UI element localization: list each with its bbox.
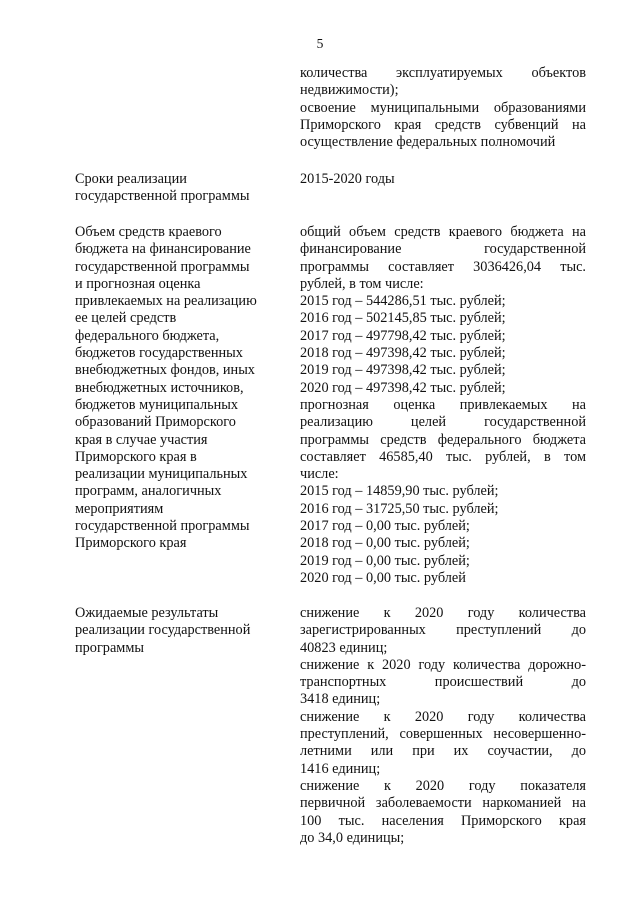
text-line: государственной программы xyxy=(75,188,250,205)
row-value-timeline xyxy=(300,171,586,188)
text-line: Объем средств краевого xyxy=(75,224,222,240)
text-line: привлекаемых на реализацию xyxy=(75,293,257,310)
text-line: бюджета на финансирование xyxy=(75,241,251,258)
text-line: 1416 единиц; xyxy=(300,760,381,777)
text-line: прогнозная оценка привлекаемых на xyxy=(300,396,586,413)
text-line: 2016 год – 502145,85 тыс. рублей; xyxy=(300,310,506,327)
text-line: 2019 год – 0,00 тыс. рублей; xyxy=(300,552,470,569)
text-line: до 34,0 единицы; xyxy=(300,829,405,846)
row-label-timeline xyxy=(75,171,275,206)
text-line: общий объем средств краевого бюджета на xyxy=(300,224,586,240)
text-line: снижение к 2020 году количества xyxy=(300,708,586,725)
text-line: реализации муниципальных xyxy=(75,466,248,483)
row-label-funding xyxy=(75,224,275,553)
text-line: 2017 год – 497798,42 тыс. рублей; xyxy=(300,327,506,344)
row-label-expected-results xyxy=(75,605,275,657)
text-line: 2020 год – 497398,42 тыс. рублей; xyxy=(300,379,506,396)
text-line: Приморского края в xyxy=(75,448,197,465)
text-line: программы составляет 3036426,04 тыс. xyxy=(300,258,586,275)
text-line: Сроки реализации xyxy=(75,171,187,187)
text-line: реализацию целей государственной xyxy=(300,414,586,431)
text-line: реализации государственной xyxy=(75,622,251,639)
text-line: 2020 год – 0,00 тыс. рублей xyxy=(300,569,466,586)
text-line: рублей, в том числе: xyxy=(300,275,424,292)
text-line: Приморского края xyxy=(75,535,187,552)
page-number: 5 xyxy=(316,36,324,51)
text-line: ее целей средств xyxy=(75,310,177,327)
text-line: снижение к 2020 году количества дорожно- xyxy=(300,656,586,673)
text-line: летними или при их соучастии, до xyxy=(300,743,586,760)
text-line: 2015-2020 годы xyxy=(300,171,395,187)
text-line: программы средств федерального бюджета xyxy=(300,431,586,448)
text-line: Ожидаемые результаты xyxy=(75,605,219,621)
text-line: недвижимости); xyxy=(300,82,399,99)
continuation-text xyxy=(300,65,586,151)
text-line: мероприятиям xyxy=(75,500,164,517)
text-line: 40823 единиц; xyxy=(300,639,388,656)
text-line: 3418 единиц; xyxy=(300,691,381,708)
text-line: числе: xyxy=(300,466,339,483)
row-value-expected-results xyxy=(300,605,586,847)
text-line: 2018 год – 0,00 тыс. рублей; xyxy=(300,535,470,552)
text-line: внебюджетных фондов, иных xyxy=(75,362,255,379)
text-line: государственной программы xyxy=(75,258,250,275)
text-line: 2015 год – 544286,51 тыс. рублей; xyxy=(300,293,506,310)
text-line: 2016 год – 31725,50 тыс. рублей; xyxy=(300,500,499,517)
text-line: программы xyxy=(75,639,145,656)
text-line: внебюджетных источников, xyxy=(75,379,244,396)
text-line: транспортных происшествий до xyxy=(300,674,586,691)
text-line: федерального бюджета, xyxy=(75,327,220,344)
text-line: преступлений, совершенных несовершенно- xyxy=(300,726,586,743)
text-line: 2019 год – 497398,42 тыс. рублей; xyxy=(300,362,506,379)
text-line: снижение к 2020 году количества xyxy=(300,605,586,621)
text-line: программ, аналогичных xyxy=(75,483,222,500)
text-line: снижение к 2020 году показателя xyxy=(300,777,586,794)
text-line: Приморского края средств субвенций на xyxy=(300,116,586,133)
text-line: количества эксплуатируемых объектов xyxy=(300,65,586,81)
text-line: составляет 46585,40 тыс. рублей, в том xyxy=(300,448,586,465)
text-line: финансирование государственной xyxy=(300,241,586,258)
row-value-funding xyxy=(300,224,586,587)
text-line: первичной заболеваемости наркоманией на xyxy=(300,795,586,812)
text-line: края в случае участия xyxy=(75,431,208,448)
text-line: и прогнозная оценка xyxy=(75,275,201,292)
text-line: государственной программы xyxy=(75,518,250,535)
text-line: освоение муниципальными образованиями xyxy=(300,99,586,116)
text-line: бюджетов государственных xyxy=(75,345,243,362)
text-line: осуществление федеральных полномочий xyxy=(300,134,556,151)
text-line: 2018 год – 497398,42 тыс. рублей; xyxy=(300,345,506,362)
text-line: 2017 год – 0,00 тыс. рублей; xyxy=(300,518,470,535)
text-line: зарегистрированных преступлений до xyxy=(300,622,586,639)
text-line: бюджетов муниципальных xyxy=(75,396,239,413)
text-line: 2015 год – 14859,90 тыс. рублей; xyxy=(300,483,499,500)
text-line: образований Приморского xyxy=(75,414,236,431)
text-line: 100 тыс. населения Приморского края xyxy=(300,812,586,829)
